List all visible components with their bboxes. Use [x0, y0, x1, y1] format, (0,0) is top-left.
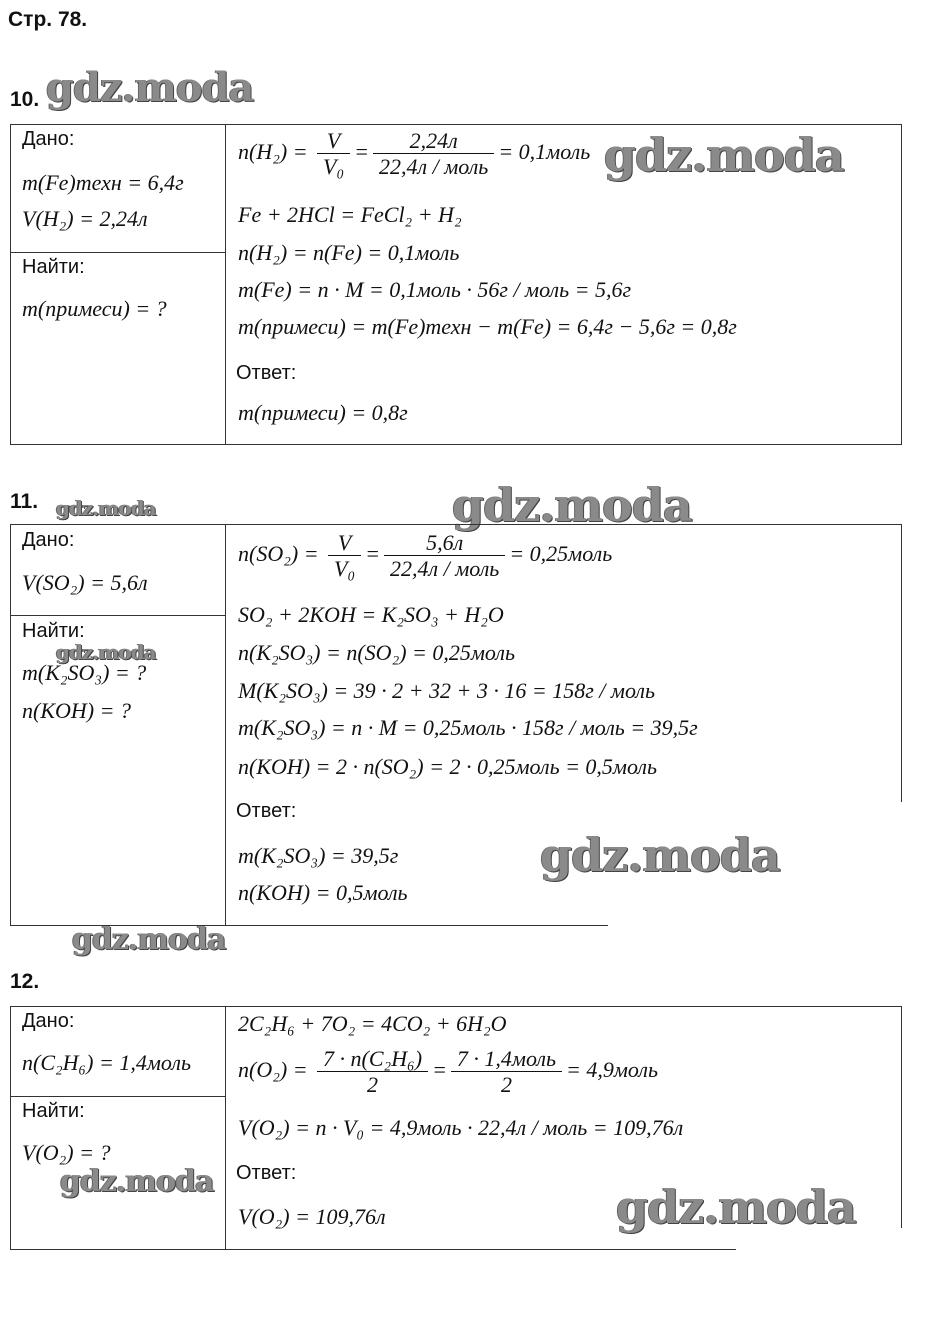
- solution-step: m(Fe) = n · M = 0,1моль · 56г / моль = 5,6г: [238, 277, 632, 302]
- answer-label: Ответ:: [236, 1162, 297, 1184]
- solution-step: SO₂ + 2KOH = K₂SO₃ + H₂O: [238, 602, 504, 627]
- solution-step: n(H₂) = n(Fe) = 0,1моль: [238, 240, 460, 265]
- given-label: Дано:: [22, 128, 75, 150]
- solution-step: n(SO₂) = $\frac{V}{\text{V₀}}$ = $\frac{5,6л}{\text{22,4л / моль}}$ = 0,25моль: [238, 530, 613, 582]
- watermark: gdz.moda: [616, 1180, 856, 1234]
- table-divider: [10, 252, 225, 253]
- watermark: gdz.moda: [56, 640, 156, 664]
- problem-11-number: 11.: [10, 490, 39, 513]
- table-divider: [10, 1096, 225, 1097]
- solution-step: m(примеси) = m(Fe)техн − m(Fe) = 6,4г − 5,6г = 0,8г: [238, 314, 737, 339]
- solution-step: n(O₂) = $\frac{\text{7 · n(C₂H₆)}}{2}$ = $\frac{\text{7 · 1,4моль}}{2}$ = 4,9моль: [238, 1046, 658, 1098]
- problem-12-number: 12.: [10, 970, 40, 993]
- watermark: gdz.moda: [46, 64, 254, 111]
- solution-step: Fe + 2HCl = FeCl₂ + H₂: [238, 202, 462, 227]
- solution-step: n(H₂) = $\frac{V}{\text{V₀}}$ = $\frac{2,24л}{\text{22,4л / моль}}$ = 0,1моль: [238, 128, 591, 180]
- answer-label: Ответ:: [236, 800, 297, 822]
- find-label: Найти:: [22, 256, 85, 278]
- answer-label: Ответ:: [236, 362, 297, 384]
- given-label: Дано:: [22, 529, 75, 551]
- page-title: Стр. 78.: [8, 8, 88, 31]
- answer-item: m(K₂SO₃) = 39,5г: [238, 843, 399, 868]
- table-divider: [225, 124, 226, 445]
- watermark: gdz.moda: [56, 496, 156, 520]
- table-divider: [225, 1006, 226, 1249]
- solution-step: m(K₂SO₃) = n · M = 0,25моль · 158г / моль = 39,5г: [238, 715, 698, 740]
- given-item: V(H₂) = 2,24л: [22, 206, 148, 231]
- find-item: m(примеси) = ?: [22, 296, 167, 321]
- find-item: m(K₂SO₃) = ?: [22, 660, 147, 685]
- table-divider: [10, 1249, 736, 1250]
- given-item: V(SO₂) = 5,6л: [22, 570, 148, 595]
- given-item: m(Fe)техн = 6,4г: [22, 170, 184, 195]
- find-label: Найти:: [22, 1100, 85, 1122]
- watermark: gdz.moda: [604, 128, 844, 182]
- problem-10-number: 10.: [10, 88, 40, 111]
- watermark: gdz.moda: [540, 828, 780, 882]
- given-label: Дано:: [22, 1010, 75, 1032]
- solution-step: n(KOH) = 2 · n(SO₂) = 2 · 0,25моль = 0,5моль: [238, 754, 658, 779]
- solution-step: M(K₂SO₃) = 39 · 2 + 32 + 3 · 16 = 158г / моль: [238, 678, 656, 703]
- table-divider: [225, 524, 226, 925]
- watermark: gdz.moda: [60, 1164, 214, 1199]
- answer-item: V(O₂) = 109,76л: [238, 1204, 386, 1229]
- table-divider: [901, 1006, 902, 1228]
- table-divider: [10, 615, 225, 616]
- find-item: V(O₂) = ?: [22, 1140, 111, 1165]
- answer-item: n(KOH) = 0,5моль: [238, 880, 408, 905]
- table-divider: [901, 524, 902, 802]
- solution-step: V(O₂) = n · V₀ = 4,9моль · 22,4л / моль = 109,76л: [238, 1115, 684, 1140]
- answer-item: m(примеси) = 0,8г: [238, 400, 408, 425]
- find-label: Найти:: [22, 620, 85, 642]
- watermark: gdz.moda: [72, 922, 226, 957]
- solution-step: n(K₂SO₃) = n(SO₂) = 0,25моль: [238, 640, 515, 665]
- given-item: n(C₂H₆) = 1,4моль: [22, 1050, 191, 1075]
- find-item: n(KOH) = ?: [22, 698, 131, 723]
- solution-step: 2C₂H₆ + 7O₂ = 4CO₂ + 6H₂O: [238, 1011, 507, 1036]
- watermark: gdz.moda: [452, 478, 692, 532]
